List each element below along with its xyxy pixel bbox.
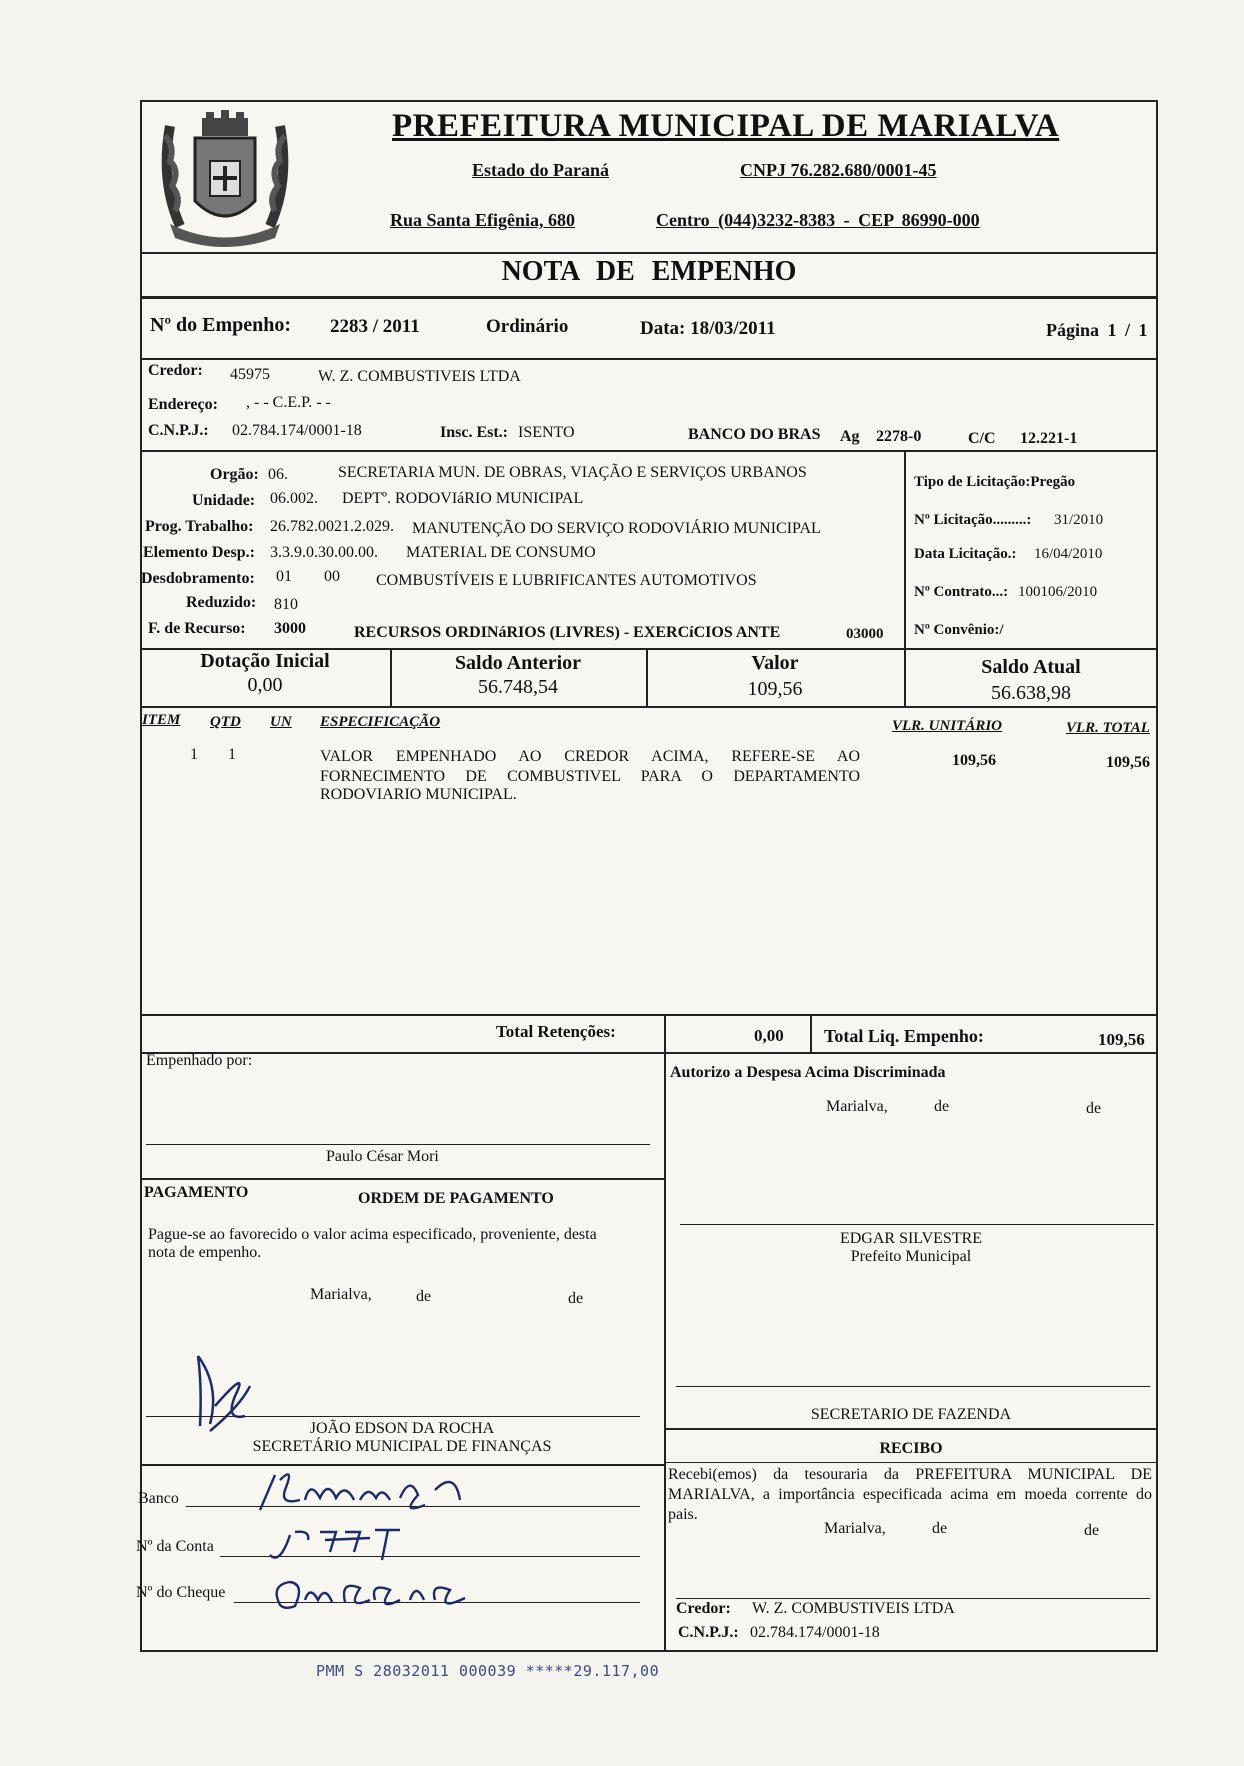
autorizo-label: Autorizo a Despesa Acima Discriminada: [670, 1064, 946, 1081]
num-licitacao: 31/2010: [1054, 512, 1104, 528]
contrato-number: 100106/2010: [1018, 584, 1098, 600]
item-number: 1: [190, 746, 198, 763]
saldo-atual-label: Saldo Atual: [981, 656, 1081, 678]
empenhado-por-label: Empenhado por:: [146, 1052, 253, 1069]
divider: [140, 706, 1158, 708]
prog-label: Prog. Trabalho:: [145, 518, 254, 535]
num-licitacao-label: Nº Licitação.........:: [914, 512, 1032, 528]
empenho-type: Ordinário: [486, 316, 569, 337]
recurso-desc: RECURSOS ORDINáRIOS (LIVRES) - EXERCíCIOS ANTE: [354, 624, 781, 641]
banco-label: Banco: [138, 1490, 179, 1507]
recibo-cnpj: 02.784.174/0001-18: [750, 1624, 880, 1641]
prefeito-name: EDGAR SILVESTRE: [839, 1230, 983, 1247]
divider: [140, 252, 1158, 254]
payment-stamp: PMM S 28032011 000039 *****29.117,00: [316, 1662, 660, 1680]
bank-name: BANCO DO BRAS: [688, 426, 821, 443]
item-spec-line: FORNECIMENTO DE COMBUSTIVEL PARA O DEPARTAMENTO: [320, 768, 860, 785]
conta-label: Nº da Conta: [136, 1538, 214, 1555]
valor-value: 109,56: [747, 678, 803, 700]
unidade-label: Unidade:: [192, 492, 256, 509]
item-unit-price: 109,56: [952, 752, 996, 769]
dotacao-label: Dotação Inicial: [200, 650, 330, 672]
elem-code: 3.3.9.0.30.00.00.: [270, 544, 378, 561]
col-spec: ESPECIFICAÇÃO: [320, 714, 441, 730]
date-de: de: [568, 1290, 584, 1307]
elem-label: Elemento Desp.:: [143, 544, 255, 561]
empenho-label: Nº do Empenho:: [150, 314, 292, 336]
date-de: de: [1084, 1522, 1100, 1539]
cnpj-label: C.N.P.J.:: [148, 422, 209, 439]
recurso-code2: 03000: [846, 626, 884, 642]
orgao-code: 06.: [268, 466, 288, 483]
recibo-text: Recebi(emos) da tesouraria da PREFEITURA MUNICIPAL DE: [668, 1466, 1152, 1483]
handwritten-bank-details: [250, 1460, 510, 1630]
total-liquido-value: 109,56: [1098, 1030, 1145, 1049]
dotacao-value: 0,00: [247, 674, 283, 696]
insc-label: Insc. Est.:: [440, 424, 509, 441]
credor-insc: ISENTO: [518, 424, 575, 441]
sec-financas-role: SECRETÁRIO MUNICIPAL DE FINANÇAS: [252, 1438, 552, 1455]
credor-code: 45975: [230, 366, 270, 383]
credor-name: W. Z. COMBUSTIVEIS LTDA: [318, 368, 521, 385]
item-spec-line: VALOR EMPENHADO AO CREDOR ACIMA, REFERE-SE AO: [320, 748, 860, 765]
district-phone-cep: Centro (044)3232-8383 - CEP 86990-000: [656, 210, 980, 230]
desd-code1: 01: [276, 568, 292, 585]
recurso-label: F. de Recurso:: [148, 620, 246, 637]
divider: [664, 1428, 1158, 1430]
divider: [904, 450, 906, 648]
data-licitacao-label: Data Licitação.:: [914, 546, 1017, 562]
prog-code: 26.782.0021.2.029.: [270, 518, 394, 535]
signature-line: [146, 1144, 650, 1145]
divider: [140, 1178, 664, 1180]
total-liquido-label: Total Liq. Empenho:: [824, 1026, 984, 1046]
date-de: de: [932, 1520, 948, 1537]
institution-cnpj: CNPJ 76.282.680/0001-45: [740, 160, 937, 180]
place-marialva: Marialva,: [310, 1286, 372, 1303]
signature-line: [676, 1386, 1150, 1387]
agency-label: Ag: [840, 428, 860, 445]
col-qtd: QTD: [210, 714, 241, 730]
convenio: Nº Convênio:/: [914, 622, 1004, 638]
prefeito-role: Prefeito Municipal: [850, 1248, 972, 1265]
desd-label: Desdobramento:: [141, 570, 255, 587]
unidade-code: 06.002.: [270, 490, 318, 507]
prog-desc: MANUTENÇÃO DO SERVIÇO RODOVIÁRIO MUNICIPAL: [412, 520, 821, 537]
pague-text: Pague-se ao favorecido o valor acima especificado, proveniente, desta: [148, 1226, 597, 1243]
col-total: VLR. TOTAL: [1066, 720, 1150, 736]
recibo-credor-name: W. Z. COMBUSTIVEIS LTDA: [752, 1600, 955, 1617]
retencoes-label: Total Retenções:: [496, 1022, 616, 1041]
divider: [810, 1014, 812, 1052]
state-name: Estado do Paraná: [472, 160, 610, 180]
divider: [664, 1014, 666, 1052]
item-total: 109,56: [1106, 754, 1150, 771]
divider: [140, 296, 1158, 299]
pague-text: nota de empenho.: [148, 1244, 262, 1261]
reduzido-code: 810: [274, 596, 298, 613]
contrato-label: Nº Contrato...:: [914, 584, 1009, 600]
saldo-atual-value: 56.638,98: [991, 682, 1071, 704]
divider: [140, 358, 1158, 360]
recibo-text: MARIALVA, a importância especificada acima em moeda corrente do: [668, 1486, 1152, 1503]
desd-desc: COMBUSTÍVEIS E LUBRIFICANTES AUTOMOTIVOS: [376, 572, 757, 589]
orgao-label: Orgão:: [210, 466, 259, 483]
saldo-anterior-label: Saldo Anterior: [454, 652, 582, 674]
street-address: Rua Santa Efigênia, 680: [390, 210, 576, 230]
credor-address: , - - C.E.P. - -: [246, 394, 331, 411]
place-marialva: Marialva,: [824, 1520, 886, 1537]
orgao-desc: SECRETARIA MUN. DE OBRAS, VIAÇÃO E SERVIÇOS URBANOS: [338, 464, 807, 481]
col-item: ITEM: [142, 712, 181, 728]
divider: [140, 1052, 1158, 1054]
recurso-code: 3000: [274, 620, 306, 637]
divider: [664, 1052, 666, 1652]
coat-of-arms-logo: [150, 106, 300, 256]
credor-cnpj: 02.784.174/0001-18: [232, 422, 362, 439]
place-marialva: Marialva,: [826, 1098, 888, 1115]
col-un: UN: [270, 714, 292, 730]
ordem-pagamento-title: ORDEM DE PAGAMENTO: [358, 1190, 554, 1207]
col-unit-price: VLR. UNITÁRIO: [892, 718, 1003, 734]
pagamento-label: PAGAMENTO: [144, 1184, 249, 1201]
signature-line: [680, 1224, 1154, 1225]
cheque-label: Nº do Cheque: [136, 1584, 226, 1601]
unidade-desc: DEPTº. RODOVIáRIO MUNICIPAL: [342, 490, 584, 507]
signature-line: [676, 1598, 1150, 1599]
date-de: de: [1086, 1100, 1102, 1117]
date-de: de: [416, 1288, 432, 1305]
sec-fazenda-label: SECRETARIO DE FAZENDA: [810, 1406, 1012, 1423]
address-label: Endereço:: [148, 396, 218, 413]
divider: [140, 1014, 1158, 1016]
institution-title: PREFEITURA MUNICIPAL DE MARIALVA: [392, 108, 1060, 144]
empenho-number: 2283 / 2011: [330, 316, 420, 337]
recibo-cnpj-label: C.N.P.J.:: [678, 1624, 739, 1641]
divider: [664, 1462, 1158, 1463]
agency-number: 2278-0: [876, 428, 922, 445]
divider: [140, 450, 1158, 452]
page-indicator: Página 1 / 1: [1046, 320, 1148, 340]
item-spec-line: RODOVIARIO MUNICIPAL.: [320, 786, 517, 803]
date-de: de: [934, 1098, 950, 1115]
tipo-licitacao: Tipo de Licitação:Pregão: [914, 474, 1076, 490]
recibo-credor-label: Credor:: [676, 1600, 731, 1617]
account-number: 12.221-1: [1020, 430, 1078, 447]
desd-code2: 00: [324, 568, 340, 585]
reduzido-label: Reduzido:: [186, 594, 257, 611]
empenhado-name: Paulo César Mori: [326, 1148, 439, 1165]
recibo-text: pais.: [668, 1506, 698, 1523]
valor-label: Valor: [751, 652, 799, 674]
credor-label: Credor:: [148, 362, 203, 379]
document-title: NOTA DE EMPENHO: [501, 256, 797, 287]
recibo-title: RECIBO: [879, 1440, 943, 1457]
account-label: C/C: [968, 430, 996, 447]
empenho-date: Data: 18/03/2011: [640, 318, 776, 339]
signature-line: [146, 1416, 640, 1417]
saldo-anterior-value: 56.748,54: [478, 676, 558, 698]
sec-financas-name: JOÃO EDSON DA ROCHA: [309, 1420, 495, 1437]
data-licitacao: 16/04/2010: [1034, 546, 1103, 562]
item-qtd: 1: [228, 746, 236, 763]
retencoes-value: 0,00: [754, 1026, 784, 1045]
elem-desc: MATERIAL DE CONSUMO: [406, 544, 596, 561]
